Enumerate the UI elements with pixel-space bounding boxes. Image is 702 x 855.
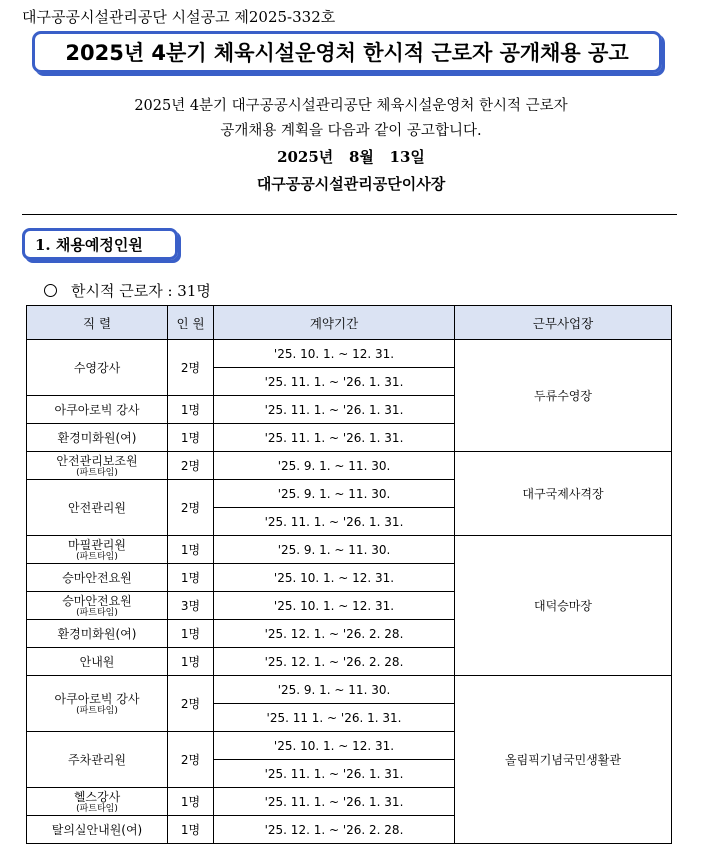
period-cell: '25. 11. 1. ~ '26. 1. 31. xyxy=(214,760,455,788)
count-cell: 2명 xyxy=(168,676,214,732)
header-workplace: 근무사업장 xyxy=(455,306,672,340)
intro-line-2: 공개채용 계획을 다음과 같이 공고합니다. xyxy=(220,123,482,139)
section-heading: 1. 채용예정인원 xyxy=(35,235,143,254)
position-cell xyxy=(27,676,168,732)
workplace-cell: 대구국제사격장 xyxy=(455,452,672,536)
position-name: 환경미화원(여) xyxy=(57,430,137,445)
workplace-cell: 대덕승마장 xyxy=(455,536,672,676)
count-cell: 2명 xyxy=(168,452,214,480)
period-cell: '25. 10. 1. ~ 12. 31. xyxy=(214,564,455,592)
position-name: 마필관리원 xyxy=(68,537,126,552)
period-cell: '25. 12. 1. ~ '26. 2. 28. xyxy=(214,648,455,676)
count-cell: 1명 xyxy=(168,564,214,592)
count-cell: 2명 xyxy=(168,732,214,788)
position-name: 탈의실안내원(여) xyxy=(51,822,143,837)
position-cell xyxy=(27,564,168,592)
count-cell: 1명 xyxy=(168,424,214,452)
position-cell xyxy=(27,424,168,452)
intro-line-1: 2025년 4분기 대구공공시설관리공단 체육시설운영처 한시적 근로자 xyxy=(134,98,568,114)
period-cell: '25. 11 1. ~ '26. 1. 31. xyxy=(214,704,455,732)
page-title: 2025년 4분기 체육시설운영처 한시적 근로자 공개채용 공고 xyxy=(65,41,629,65)
announcement-date: 2025년 8월 13일 xyxy=(277,148,425,166)
period-cell: '25. 10. 1. ~ 12. 31. xyxy=(214,592,455,620)
title-box xyxy=(32,31,662,73)
position-cell xyxy=(27,816,168,844)
table-row xyxy=(27,452,672,480)
position-name: 수영강사 xyxy=(73,360,121,375)
count-cell: 1명 xyxy=(168,788,214,816)
period-cell: '25. 11. 1. ~ '26. 1. 31. xyxy=(214,368,455,396)
position-note: (파트타임) xyxy=(76,607,118,618)
position-cell xyxy=(27,536,168,564)
position-name: 헬스강사 xyxy=(73,789,121,804)
circle-bullet-icon xyxy=(44,284,57,297)
workplace-cell: 올림픽기념국민생활관 xyxy=(455,676,672,844)
position-name: 환경미화원(여) xyxy=(57,626,137,641)
position-cell xyxy=(27,396,168,424)
position-name: 승마안전요원 xyxy=(62,570,132,585)
position-cell xyxy=(27,788,168,816)
section-heading-box xyxy=(22,228,178,260)
count-cell: 1명 xyxy=(168,396,214,424)
count-cell: 3명 xyxy=(168,592,214,620)
position-name: 안내원 xyxy=(79,654,115,669)
count-cell: 1명 xyxy=(168,648,214,676)
position-note: (파트타임) xyxy=(76,705,118,716)
workplace-cell: 두류수영장 xyxy=(455,340,672,452)
signature: 대구공공시설관리공단이사장 xyxy=(256,175,446,193)
period-cell: '25. 9. 1. ~ 11. 30. xyxy=(214,480,455,508)
period-cell: '25. 9. 1. ~ 11. 30. xyxy=(214,676,455,704)
position-cell xyxy=(27,480,168,536)
period-cell: '25. 9. 1. ~ 11. 30. xyxy=(214,452,455,480)
position-cell xyxy=(27,732,168,788)
table-header-row xyxy=(27,306,672,340)
position-note: (파트타임) xyxy=(76,551,118,562)
recruitment-table xyxy=(26,305,672,844)
period-cell: '25. 12. 1. ~ '26. 2. 28. xyxy=(214,816,455,844)
period-cell: '25. 11. 1. ~ '26. 1. 31. xyxy=(214,788,455,816)
notice-number: 대구공공시설관리공단 시설공고 제2025-332호 xyxy=(22,8,336,26)
position-cell xyxy=(27,340,168,396)
position-cell xyxy=(27,648,168,676)
position-name: 승마안전요원 xyxy=(62,593,132,608)
header-position: 직 렬 xyxy=(27,306,168,340)
count-cell: 1명 xyxy=(168,536,214,564)
table-row xyxy=(27,340,672,368)
subheading-text: 한시적 근로자 : 31명 xyxy=(71,282,211,300)
period-cell: '25. 9. 1. ~ 11. 30. xyxy=(214,536,455,564)
subheading xyxy=(44,280,211,301)
position-note: (파트타임) xyxy=(76,467,118,478)
position-name: 아쿠아로빅 강사 xyxy=(54,691,140,706)
period-cell: '25. 11. 1. ~ '26. 1. 31. xyxy=(214,396,455,424)
position-cell xyxy=(27,452,168,480)
table-row xyxy=(27,536,672,564)
position-name: 아쿠아로빅 강사 xyxy=(54,402,140,417)
divider xyxy=(22,214,677,215)
period-cell: '25. 10. 1. ~ 12. 31. xyxy=(214,340,455,368)
period-cell: '25. 10. 1. ~ 12. 31. xyxy=(214,732,455,760)
count-cell: 1명 xyxy=(168,816,214,844)
count-cell: 1명 xyxy=(168,620,214,648)
position-note: (파트타임) xyxy=(76,803,118,814)
position-cell xyxy=(27,620,168,648)
period-cell: '25. 11. 1. ~ '26. 1. 31. xyxy=(214,424,455,452)
table-row xyxy=(27,676,672,704)
period-cell: '25. 11. 1. ~ '26. 1. 31. xyxy=(214,508,455,536)
position-name: 안전관리보조원 xyxy=(56,453,138,468)
count-cell: 2명 xyxy=(168,480,214,536)
position-name: 안전관리원 xyxy=(68,500,126,515)
count-cell: 2명 xyxy=(168,340,214,396)
position-name: 주차관리원 xyxy=(68,752,126,767)
period-cell: '25. 12. 1. ~ '26. 2. 28. xyxy=(214,620,455,648)
header-period: 계약기간 xyxy=(214,306,455,340)
header-count: 인 원 xyxy=(168,306,214,340)
position-cell xyxy=(27,592,168,620)
